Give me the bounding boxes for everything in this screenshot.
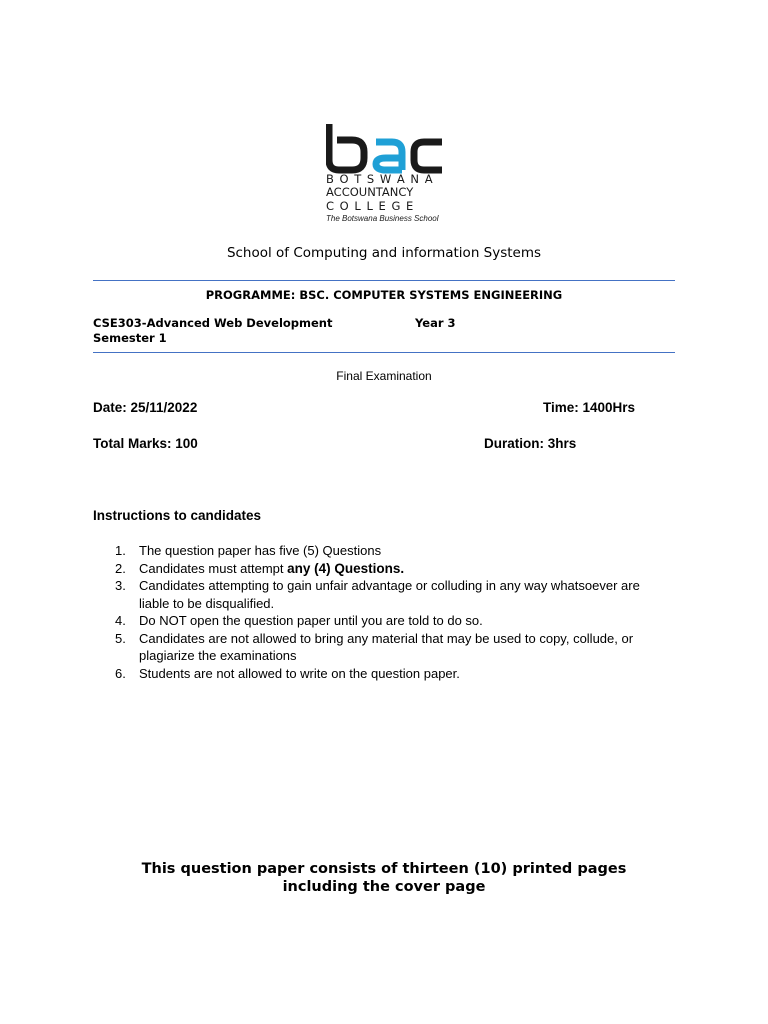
item-text: Students are not allowed to write on the question paper. [139, 665, 460, 681]
item-text: Candidates are not allowed to bring any material that may be used to copy, collude, or plagiarize the examinations [139, 630, 634, 663]
page-count-line-1: This question paper consists of thirteen (10) printed pages [141, 861, 627, 877]
year-label: Year 3 [415, 316, 456, 330]
college-logo [320, 122, 450, 226]
list-item [93, 665, 673, 683]
item-text: Do NOT open the question paper until you are told to do so. [139, 613, 483, 628]
instructions-heading: Instructions to candidates [93, 508, 262, 523]
exam-duration: Duration: 3hrs [484, 436, 577, 451]
exam-time: Time: 1400Hrs [543, 400, 636, 415]
school-name: School of Computing and information Systems [226, 245, 542, 261]
list-item [93, 630, 673, 665]
item-number: 3. [115, 578, 126, 593]
semester-label: Semester 1 [93, 331, 167, 345]
divider-bottom [93, 352, 675, 353]
item-number: 6. [115, 665, 126, 681]
logo-line-botswana: B O T S W A N A [326, 172, 434, 186]
item-number: 2. [115, 560, 126, 576]
item-number: 4. [115, 613, 126, 628]
logo-line-college: C O L L E G E [326, 199, 415, 213]
bac-logo-icon [326, 122, 450, 174]
exam-date: Date: 25/11/2022 [93, 400, 198, 415]
instructions-list [93, 542, 673, 682]
list-item [93, 542, 673, 560]
logo-line-accountancy: ACCOUNTANCY [326, 185, 414, 199]
item-text: The question paper has five (5) Questions [139, 543, 382, 558]
course-title: CSE303-Advanced Web Development [93, 316, 333, 330]
logo-tagline: The Botswana Business School [326, 214, 439, 223]
programme-title: PROGRAMME: BSC. COMPUTER SYSTEMS ENGINEERING [205, 288, 563, 302]
total-marks: Total Marks: 100 [93, 436, 198, 451]
list-item [93, 560, 673, 578]
item-text: Candidates must attempt [139, 560, 288, 576]
divider-top [93, 280, 675, 281]
page-count-note [0, 860, 768, 896]
list-item [93, 577, 673, 612]
item-number: 5. [115, 630, 126, 646]
item-text-bold: any (4) Questions. [287, 560, 405, 576]
list-item [93, 612, 673, 630]
page-count-line-2: including the cover page [282, 879, 486, 895]
item-text: Candidates attempting to gain unfair advantage or colluding in any way whatsoever are liable to be disqualified. [139, 578, 640, 611]
exam-type: Final Examination [336, 369, 432, 383]
item-number: 1. [115, 543, 126, 558]
